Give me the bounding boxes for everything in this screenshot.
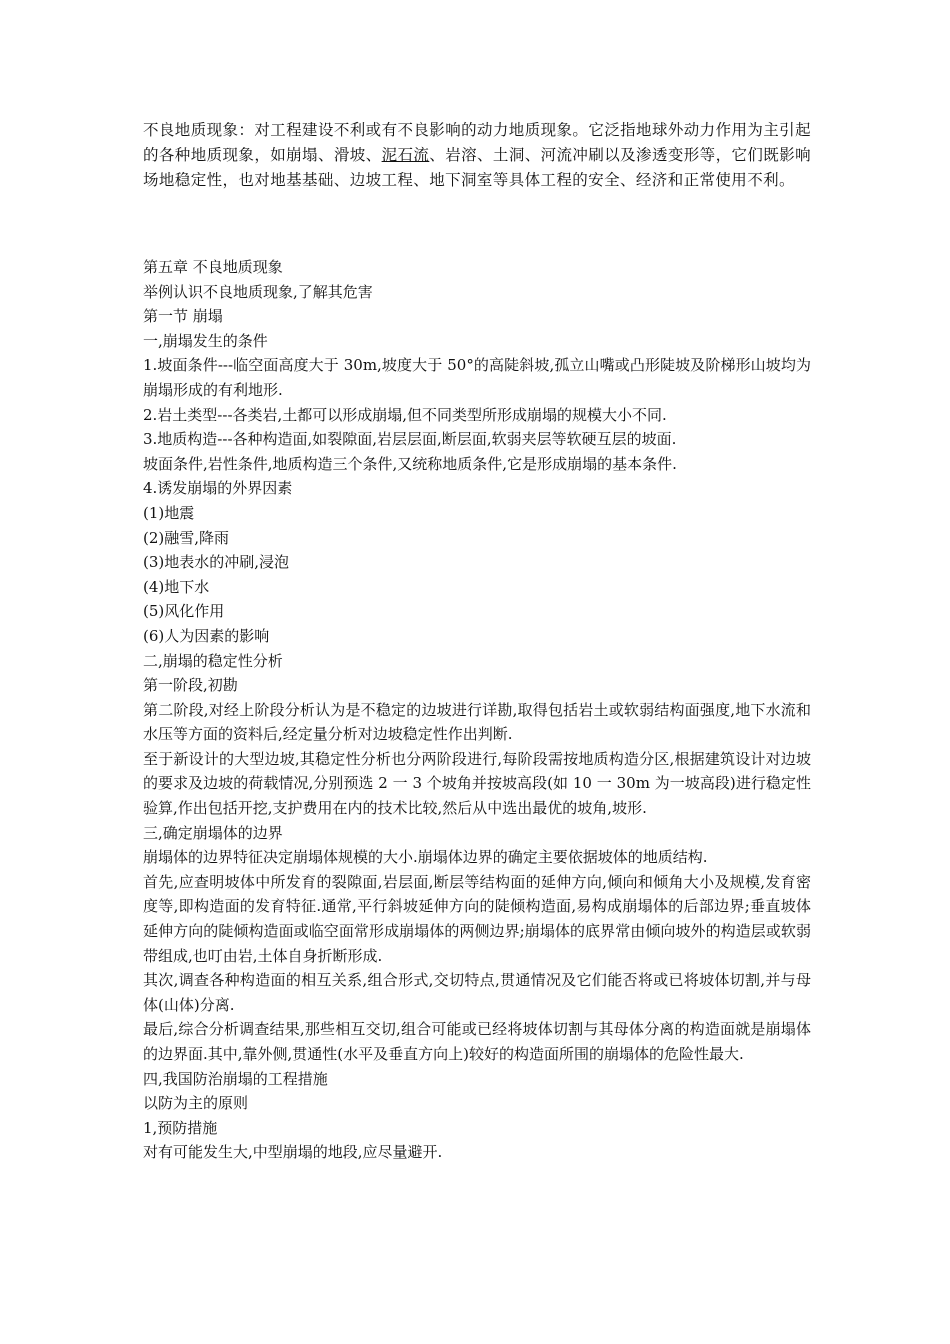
subsection-heading: 一,崩塌发生的条件 <box>143 331 268 350</box>
list-item: (6)人为因素的影响 <box>143 626 270 645</box>
chapter-body <box>143 255 811 1165</box>
list-item: (5)风化作用 <box>143 602 225 621</box>
text-line: 坡面条件,岩性条件,地质构造三个条件,又统称地质条件,它是形成崩塌的基本条件. <box>143 454 677 473</box>
section-spacer <box>143 193 811 255</box>
intro-text-after-link: 、岩溶、土洞、河流冲刷以及渗透变形等，它们既影响场地稳定性，也对地基基础、边坡工程、地下洞室等具体工程的安全、经济和正常使用不利。 <box>143 146 811 189</box>
text-line: 2.岩土类型---各类岩,土都可以形成崩塌,但不同类型所形成崩塌的规模大小不同. <box>143 405 667 424</box>
intro-link-mudflow[interactable]: 泥石流 <box>381 146 430 164</box>
document-page <box>143 118 811 1165</box>
list-item: (2)融雪,降雨 <box>143 528 230 547</box>
text-line: 至于新设计的大型边坡,其稳定性分析也分两阶段进行,每阶段需按地质构造分区,根据建筑设计对边坡的要求及边坡的荷载情况,分别预选 2 一 3 个坡角并按坡高段(如 10 一 30m 为一坡高段)进行稳定性验算,作出包括开挖,支护费用在内的技术比较,然后从中选出最优的坡角,坡形. <box>143 749 811 818</box>
text-line: 最后,综合分析调查结果,那些相互交切,组合可能或已经将坡体切割与其母体分离的构造面就是崩塌体的边界面.其中,靠外侧,贯通性(水平及垂直方向上)较好的构造面所围的崩塌体的危险性最大. <box>143 1020 811 1063</box>
text-line: 第一阶段,初勘 <box>143 676 238 695</box>
text-line: 以防为主的原则 <box>143 1094 249 1113</box>
intro-paragraph <box>143 118 811 193</box>
text-line: 3.地质构造---各种构造面,如裂隙面,岩层层面,断层面,软弱夹层等软硬互层的坡面. <box>143 430 677 449</box>
text-line: 1.坡面条件---临空面高度大于 30m,坡度大于 50°的高陡斜坡,孤立山嘴或凸形陡坡及阶梯形山坡均为崩塌形成的有利地形. <box>143 356 811 399</box>
text-line: 崩塌体的边界特征决定崩塌体规模的大小.崩塌体边界的确定主要依据坡体的地质结构. <box>143 848 708 867</box>
text-line: 其次,调查各种构造面的相互关系,组合形式,交切特点,贯通情况及它们能否将或已将坡体切割,并与母体(山体)分离. <box>143 971 811 1014</box>
text-line: 第二阶段,对经上阶段分析认为是不稳定的边坡进行详勘,取得包括岩土或软弱结构面强度,地下水流和水压等方面的资料后,经定量分析对边坡稳定性作出判断. <box>143 700 811 744</box>
chapter-title: 第五章 不良地质现象 <box>143 258 283 276</box>
text-line: 首先,应查明坡体中所发育的裂隙面,岩层面,断层等结构面的延伸方向,倾向和倾角大小及规模,发育密度等,即构造面的发育特征.通常,平行斜坡延伸方向的陡倾构造面,易构成崩塌体的后部边界;垂直坡体延伸方向的陡倾构造面或临空面常形成崩塌体的两侧边界;崩塌体的底界常由倾向坡外的构造层或软弱带组成,也叮由岩,土体自身折断形成. <box>143 872 811 965</box>
text-line: 对有可能发生大,中型崩塌的地段,应尽量避开. <box>143 1143 443 1162</box>
subsection-heading: 四,我国防治崩塌的工程措施 <box>143 1069 328 1088</box>
list-item: (1)地震 <box>143 503 195 522</box>
text-line: 4.诱发崩塌的外界因素 <box>143 479 293 498</box>
subsection-heading: 二,崩塌的稳定性分析 <box>143 651 283 670</box>
intro-text-before-link: 不良地质现象：对工程建设不利或有不良影响的动力地质现象。它泛指地球外动力作用为主引起的各种地质现象，如崩塌、滑坡、 <box>143 121 811 164</box>
text-line: 举例认识不良地质现象,了解其危害 <box>143 282 373 301</box>
list-item: (3)地表水的冲刷,浸泡 <box>143 553 290 572</box>
text-line: 1,预防措施 <box>143 1118 218 1137</box>
list-item: (4)地下水 <box>143 577 210 596</box>
section-title: 第一节 崩塌 <box>143 307 223 326</box>
subsection-heading: 三,确定崩塌体的边界 <box>143 823 283 842</box>
